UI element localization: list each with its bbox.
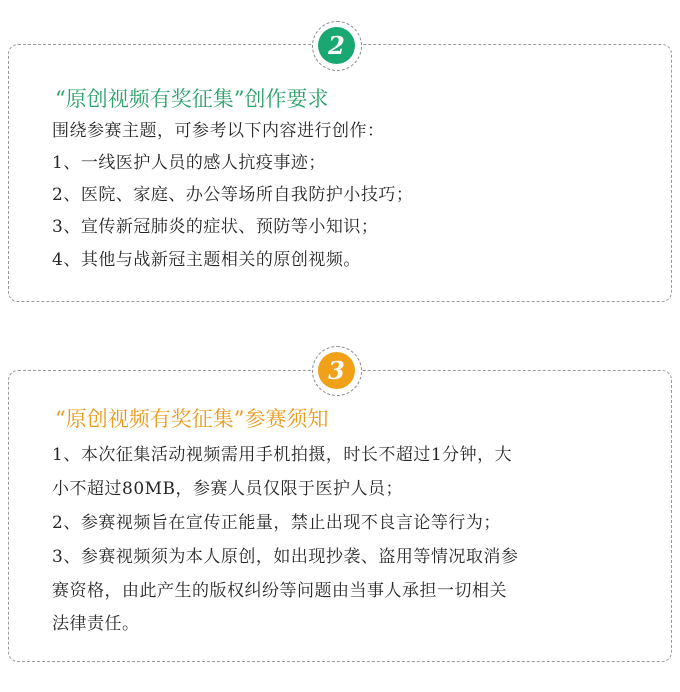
section-number-badge — [312, 21, 362, 71]
rule-item: 2、参赛视频旨在宣传正能量，禁止出现不良言论等行为； — [52, 513, 501, 533]
rules-title: “原创视频有奖征集”参赛须知 — [55, 407, 329, 431]
requirement-item: 3、宣传新冠肺炎的症状、预防等小知识； — [52, 217, 379, 237]
requirement-item: 2、医院、家庭、办公等场所自我防护小技巧； — [52, 185, 414, 205]
section-number: 2 — [318, 27, 355, 64]
requirement-item: 1、一线医护人员的感人抗疫事迹； — [52, 153, 326, 173]
section-number: 3 — [318, 352, 355, 389]
section-number-badge — [312, 346, 362, 396]
requirement-item: 4、其他与战新冠主题相关的原创视频。 — [52, 250, 361, 270]
rule-item: 小不超过80MB，参赛人员仅限于医护人员； — [52, 479, 404, 499]
requirements-title: “原创视频有奖征集”创作要求 — [55, 87, 329, 111]
rule-item: 3、参赛视频须为本人原创，如出现抄袭、盗用等情况取消参 — [52, 547, 519, 567]
rule-item: 赛资格，由此产生的版权纠纷等问题由当事人承担一切相关 — [52, 581, 507, 601]
rule-item: 法律责任。 — [52, 614, 140, 634]
rule-item: 1、本次征集活动视频需用手机拍摄，时长不超过1分钟，大 — [52, 445, 513, 465]
requirements-intro: 围绕参赛主题，可参考以下内容进行创作： — [52, 121, 385, 141]
